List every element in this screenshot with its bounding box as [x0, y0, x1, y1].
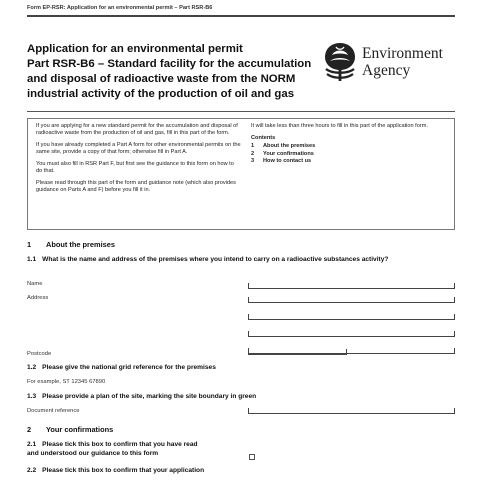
- intro-box: [27, 118, 455, 230]
- question-2-2: [27, 467, 204, 476]
- question-text-line-1: Please tick this box to confirm that your application: [42, 467, 205, 474]
- section-1-heading: [27, 240, 115, 249]
- question-text-line-2: and understood our guidance to this form: [27, 449, 159, 457]
- address-field-line-2[interactable]: [248, 314, 455, 320]
- contents-item-number: 1: [251, 143, 255, 150]
- intro-paragraph-1: If you are applying for a new standard permit for the accumulation and disposal of radioactive waste from the production of oil and gas, fill in this part of the form.: [36, 123, 238, 137]
- title-line-4: industrial activity of the production of oil and gas: [27, 88, 295, 100]
- contents-item-2[interactable]: [251, 151, 449, 158]
- intro-paragraph-2: If you have already completed a Part A form for other environmental permits on the same site, provide a copy of that form; otherwise fill in Part A.: [36, 141, 241, 156]
- section-title: Your confirmations: [46, 425, 114, 434]
- contents-item-1[interactable]: [251, 143, 449, 150]
- question-number: 2.2: [27, 467, 37, 474]
- contents-item-3[interactable]: [251, 158, 449, 165]
- address-label: Address: [27, 295, 49, 301]
- environment-agency-logo: [322, 41, 462, 85]
- section-title: About the premises: [46, 240, 115, 249]
- address-field-line-3[interactable]: [248, 331, 455, 337]
- section-number: 1: [27, 240, 32, 249]
- contents-title: Contents: [251, 135, 276, 142]
- intro-left-column: [36, 123, 241, 199]
- question-text: What is the name and address of the premises where you intend to carry on a radioactive substances activity?: [42, 256, 389, 263]
- logo-line-2: Agency: [362, 62, 411, 79]
- question-1-2: [27, 364, 216, 373]
- name-label: Name: [27, 281, 43, 287]
- confirm-guidance-checkbox[interactable]: [249, 454, 255, 460]
- intro-paragraph-3: You must also fill in RSR Part F, but first see the guidance to this form on how to do that.: [36, 160, 234, 175]
- question-number: 2.1: [27, 441, 37, 448]
- title-line-1: Application for an environmental permit: [27, 43, 243, 55]
- postcode-label: Postcode: [27, 351, 52, 357]
- intro-right-column: [251, 123, 449, 165]
- document-reference-label: Document reference: [27, 408, 80, 414]
- logo-line-1: Environment: [362, 45, 443, 62]
- question-text: Please give the national grid reference for the premises: [42, 364, 216, 371]
- intro-paragraph-4: Please read through this part of the form and guidance note (which also provides guidance on Parts A and F) before you fill it in.: [36, 179, 236, 193]
- contents-item-number: 3: [251, 157, 255, 164]
- question-2-1: [27, 441, 198, 458]
- contents-item-number: 2: [251, 150, 255, 157]
- contents-item-label: About the premises: [263, 143, 316, 150]
- document-reference-field[interactable]: [248, 408, 455, 414]
- section-2-heading: [27, 425, 113, 434]
- question-1-1: [27, 256, 447, 265]
- name-field[interactable]: [248, 283, 455, 289]
- section-number: 2: [27, 425, 32, 434]
- form-reference: Form EP-RSR: Application for an environmental permit – Part RSR-B6: [27, 5, 213, 11]
- logo-text: [362, 45, 443, 79]
- question-text-line-1: Please tick this box to confirm that you have read: [42, 441, 198, 448]
- postcode-field[interactable]: [248, 349, 347, 355]
- environment-agency-logo-icon: [322, 41, 358, 83]
- contents-list: [251, 143, 449, 165]
- question-number: 1.2: [27, 364, 37, 371]
- contents-item-label: How to contact us: [263, 157, 312, 164]
- time-estimate: It will take less than three hours to fill in this part of the application form.: [251, 123, 428, 129]
- question-number: 1.1: [27, 256, 37, 263]
- grid-reference-example: For example, ST 12345 67890: [27, 379, 106, 385]
- top-rule: [27, 15, 455, 17]
- page-title: [27, 42, 327, 102]
- address-field-line-1[interactable]: [248, 297, 455, 303]
- title-line-3: and disposal of radioactive waste from the NORM: [27, 73, 296, 85]
- title-line-2: Part RSR-B6 – Standard facility for the accumulation: [27, 58, 312, 70]
- title-rule: [27, 111, 455, 112]
- question-1-3: [27, 393, 256, 402]
- contents-item-label: Your confirmations: [263, 150, 314, 157]
- question-text: Please provide a plan of the site, marking the site boundary in green: [42, 393, 257, 400]
- question-number: 1.3: [27, 393, 37, 400]
